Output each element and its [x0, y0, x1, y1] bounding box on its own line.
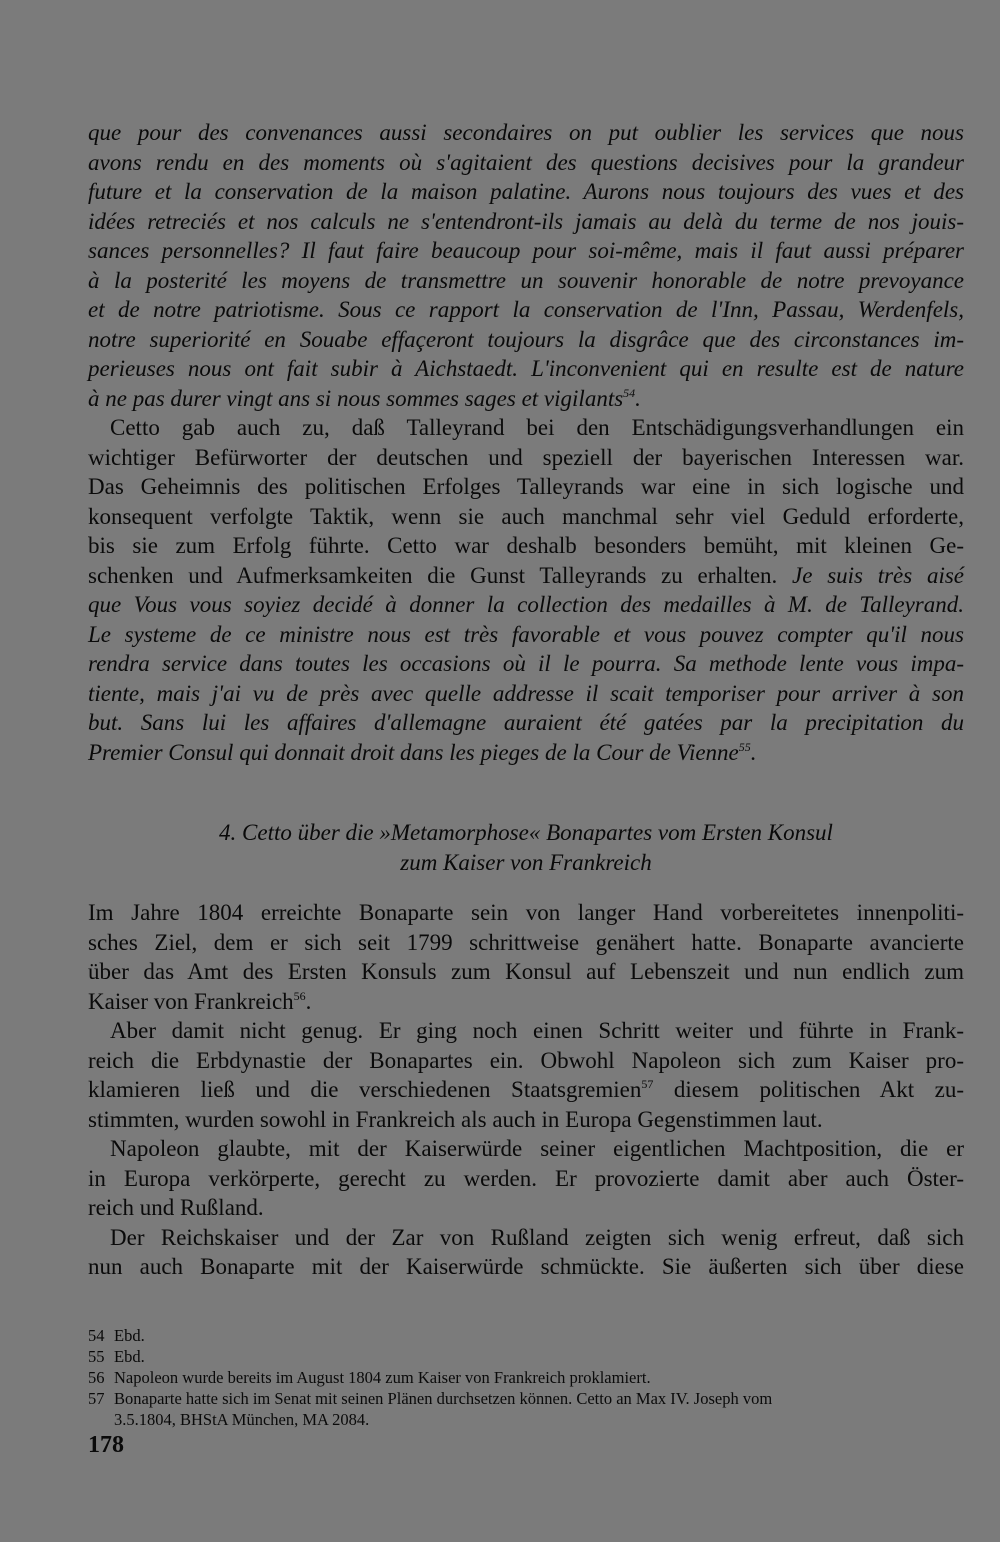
section-heading-line-1: 4. Cetto über die »Metamorphose« Bonapartes vom Ersten Konsul: [219, 820, 833, 845]
quote-line: sances personnelles? Il faut faire beaucoup pour soi-même, mais il faut aussi préparer: [88, 238, 964, 263]
quote-line: future et la conservation de la maison palatine. Aurons nous toujours des vues et des: [88, 179, 964, 204]
mixed-roman-text: schenken und Aufmerksamkeiten die Gunst Talleyrands zu erhalten.: [88, 562, 793, 588]
paragraph-line: Aber damit nicht genug. Er ging noch einen Schritt weiter und führte in Frank-: [110, 1018, 964, 1043]
paragraph-line: wichtiger Befürworter der deutschen und speziell der bayerischen Interessen war.: [88, 444, 964, 470]
footnote: [88, 1325, 964, 1346]
section-heading: [88, 818, 964, 877]
paragraph-last-line: stimmten, wurden sowohl in Frankreich als auch in Europa Gegenstimmen laut.: [88, 1106, 823, 1132]
italic-quote-line: rendra service dans toutes les occasions où il le pourra. Sa methode lente vous impa-: [88, 651, 964, 676]
paragraph-line: bis sie zum Erfolg führte. Cetto war deshalb besonders bemüht, mit kleinen Ge-: [88, 533, 964, 558]
italic-quote-line: que Vous vous soyiez decidé à donner la collection des medailles à M. de Talleyrand.: [88, 592, 964, 617]
quote-last-text: à ne pas durer vingt ans si nous sommes sages et vigilants: [88, 385, 624, 411]
footnote-ref-55: 55: [738, 739, 751, 754]
quote-last-line: à ne pas durer vingt ans si nous sommes sages et vigilants$^{54}$.: [88, 385, 641, 411]
paragraph-line: Napoleon glaubte, mit der Kaiserwürde seiner eigentlichen Machtposition, die er: [110, 1136, 964, 1161]
italic-quote-last-line: Premier Consul qui donnait droit dans les pieges de la Cour de Vienne$^{55}$.: [88, 739, 757, 765]
main-text-block: [88, 118, 964, 767]
footnote-number: 57: [88, 1389, 105, 1408]
footnote-number: 55: [88, 1347, 105, 1366]
paragraph-line: konsequent verfolgte Taktik, wenn sie auch manchmal sehr viel Geduld erforderte,: [88, 503, 964, 529]
paragraph-line-mixed: [88, 561, 964, 591]
footnote-text: Ebd.: [114, 1347, 145, 1366]
section-body: [88, 898, 964, 1282]
quote-line: que pour des convenances aussi secondaires on put oublier les services que nous: [88, 120, 964, 145]
paragraph-line: Im Jahre 1804 erreichte Bonaparte sein von langer Hand vorbereitetes innenpoliti-: [88, 900, 964, 925]
paragraph-line: reich die Erbdynastie der Bonapartes ein. Obwohl Napoleon sich zum Kaiser pro-: [88, 1047, 964, 1073]
italic-quote-line: tiente, mais j'ai vu de près avec quelle addresse il scait temporiser pour arriver à son: [88, 680, 964, 706]
italic-quote-line: Le systeme de ce ministre nous est très favorable et vous pouvez compter qu'il nous: [88, 621, 964, 647]
footnote-ref-56: 56: [293, 988, 306, 1003]
paragraph-text: diesem politischen Akt zu-: [653, 1077, 964, 1102]
footnotes: [88, 1325, 964, 1430]
footnote-number: 56: [88, 1368, 105, 1387]
section-heading-line-2: zum Kaiser von Frankreich: [400, 849, 652, 875]
footnote-continuation: 3.5.1804, BHStA München, MA 2084.: [114, 1410, 370, 1429]
quote-line: avons rendu en des moments où s'agitaient des questions decisives pour la grandeur: [88, 149, 964, 175]
italic-quote-last-text: Premier Consul qui donnait droit dans les pieges de la Cour de Vienne: [88, 739, 739, 765]
footnote: [88, 1346, 964, 1367]
paragraph-last-line: reich und Rußland.: [88, 1195, 264, 1220]
footnote-text: Bonaparte hatte sich im Senat mit seinen Plänen durchsetzen können. Cetto an Max IV. Joseph vom: [114, 1389, 773, 1408]
paragraph-line: nun auch Bonaparte mit der Kaiserwürde schmückte. Sie äußerten sich über diese: [88, 1254, 964, 1279]
paragraph-line: sches Ziel, dem er sich seit 1799 schrittweise genähert hatte. Bonaparte avancierte: [88, 929, 964, 955]
footnote: [88, 1388, 964, 1409]
paragraph-line-with-ref: [88, 1075, 964, 1105]
paragraph-line: in Europa verkörperte, gerecht zu werden. Er provozierte damit aber auch Öster-: [88, 1165, 964, 1191]
paragraph-line: über das Amt des Ersten Konsuls zum Konsul auf Lebenszeit und nun endlich zum: [88, 959, 964, 984]
paragraph-last-line: Kaiser von Frankreich$^{56}$.: [88, 988, 312, 1014]
quote-line: idées retreciés et nos calculs ne s'entendront-ils jamais au delà du terme de nos jouis-: [88, 208, 964, 234]
quote-line: à la posterité les moyens de transmettre un souvenir honorable de notre prevoyance: [88, 267, 964, 293]
footnote-text: Ebd.: [114, 1326, 145, 1345]
paragraph-line: Das Geheimnis des politischen Erfolges Talleyrands war eine in sich logische und: [88, 474, 964, 499]
footnote: [88, 1367, 964, 1388]
footnote-number: 54: [88, 1326, 105, 1345]
paragraph-text: klamieren ließ und die verschiedenen Staatsgremien: [88, 1077, 642, 1102]
page-number: 178: [88, 1432, 124, 1458]
footnote-text: Napoleon wurde bereits im August 1804 zum Kaiser von Frankreich proklamiert.: [114, 1368, 651, 1387]
footnote-ref-57: 57: [641, 1077, 654, 1091]
quote-line: notre superiorité en Souabe effaçeront toujours la disgrâce que des circonstances im-: [88, 326, 964, 352]
italic-quote-line: but. Sans lui les affaires d'allemagne auraient été gatées par la precipitation du: [88, 710, 964, 735]
mixed-italic-text: Je suis très aisé: [792, 562, 964, 588]
footnote-ref-54: 54: [623, 385, 636, 400]
paragraph-line: Der Reichskaiser und der Zar von Rußland zeigten sich wenig erfreut, daß sich: [110, 1224, 964, 1250]
paragraph-last-text: Kaiser von Frankreich: [88, 988, 294, 1014]
paragraph-line: Cetto gab auch zu, daß Talleyrand bei den Entschädigungsverhandlungen ein: [110, 415, 964, 440]
quote-line: et de notre patriotisme. Sous ce rapport la conservation de l'Inn, Passau, Werdenfels,: [88, 297, 964, 322]
quote-line: perieuses nous ont fait subir à Aichstaedt. L'inconvenient qui en resulte est de nature: [88, 356, 964, 381]
